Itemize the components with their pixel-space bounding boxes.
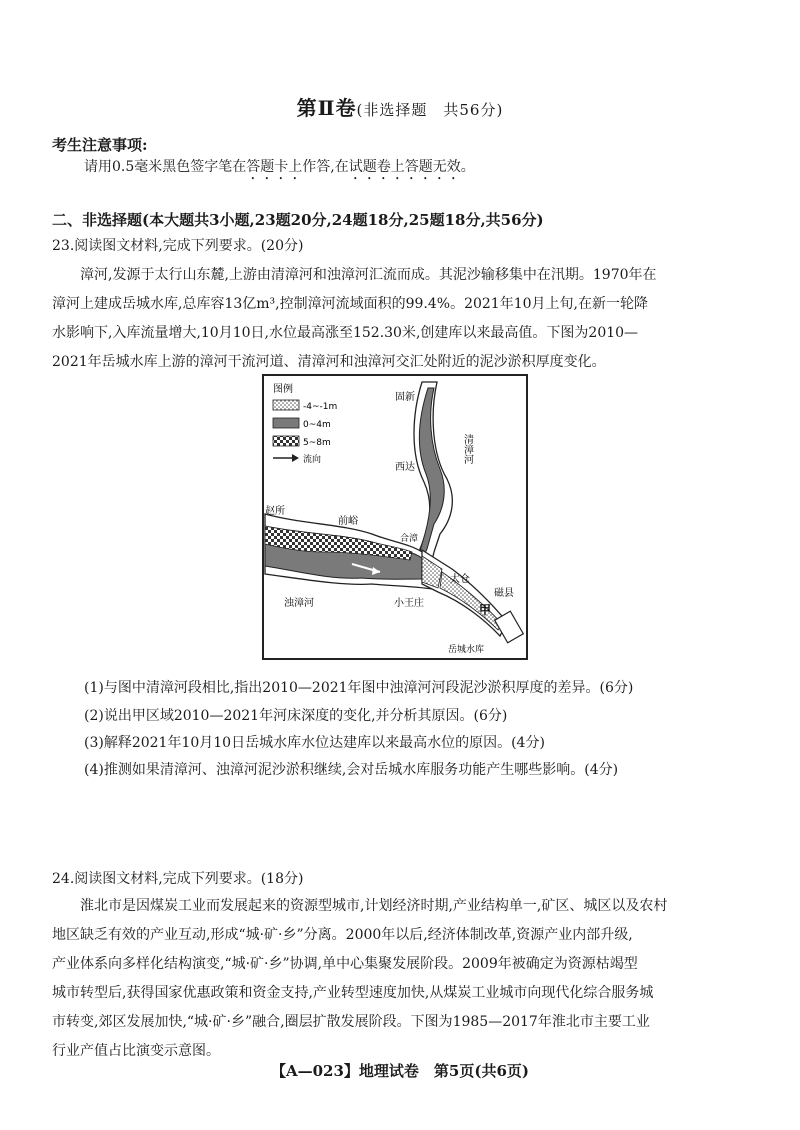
q24-title: 24.阅读图文材料,完成下列要求。(18分) bbox=[52, 871, 304, 887]
q24-line: 淮北市是因煤炭工业而发展起来的资源型城市,计划经济时期,产业结构单一,矿区、城区以及农村 bbox=[80, 898, 668, 914]
place-zhaosuo: 赵所 bbox=[265, 506, 285, 517]
q23-line: 2021年岳城水库上游的漳河干流河道、清漳河和浊漳河交汇处附近的泥沙淤积厚度变化。 bbox=[52, 354, 606, 370]
legend-title: 图例 bbox=[273, 384, 293, 395]
notice-body bbox=[84, 153, 475, 183]
legend-label-flow: 流向 bbox=[303, 455, 322, 465]
q24-line: 行业产值占比演变示意图。 bbox=[52, 1043, 220, 1059]
legend-swatch-5-8 bbox=[273, 436, 299, 446]
q24-line: 地区缺乏有效的产业互动,形成“城·矿·乡”分离。2000年以后,经济体制改革,资源产业内部升级, bbox=[52, 927, 633, 943]
notice-heading: 考生注意事项: bbox=[52, 136, 148, 154]
place-jia: 甲 bbox=[479, 603, 492, 617]
notice-emphasis-2: 试题卷上答题无效 bbox=[348, 159, 461, 175]
q24-line: 市转变,郊区发展加快,“城·矿·乡”融合,圈层扩散发展阶段。下图为1985—2017年淮北市主要工业 bbox=[52, 1014, 650, 1030]
title-sub: (非选择题 共56分) bbox=[356, 101, 504, 119]
place-yuecheng: 岳城水库 bbox=[448, 645, 485, 655]
q23-passage bbox=[52, 261, 752, 377]
legend-swatch-0-4 bbox=[273, 418, 299, 428]
title-main: 第Ⅱ卷 bbox=[296, 96, 357, 120]
place-zhuozhanghe: 浊漳河 bbox=[284, 598, 314, 609]
legend-swatch-neg bbox=[273, 400, 299, 410]
q23-line: 漳河上建成岳城水库,总库容13亿m³,控制漳河流域面积的99.4%。2021年10月上旬,在新一轮降 bbox=[52, 296, 648, 312]
place-qingzhanghe: 清漳河 bbox=[461, 434, 473, 464]
page-title bbox=[0, 92, 800, 121]
notice-text-2: 作答,在 bbox=[302, 159, 349, 175]
section-heading: 二、非选择题(本大题共3小题,23题20分,24题18分,25题18分,共56分) bbox=[52, 211, 544, 229]
q24-passage bbox=[52, 892, 752, 1066]
q23-sub-3: (3)解释2021年10月10日岳城水库水位达建库以来最高水位的原因。(4分) bbox=[84, 735, 545, 751]
q23-line: 漳河,发源于太行山东麓,上游由清漳河和浊漳河汇流而成。其泥沙输移集中在汛期。1970年在 bbox=[80, 267, 657, 283]
legend-label-5-8: 5~8m bbox=[303, 438, 331, 448]
q24-line: 城市转型后,获得国家优惠政策和资金支持,产业转型速度加快,从煤炭工业城市向现代化综合服务城 bbox=[52, 985, 654, 1001]
sediment-map bbox=[262, 374, 528, 660]
q23-sub-4: (4)推测如果清漳河、浊漳河泥沙淤积继续,会对岳城水库服务功能产生哪些影响。(4分) bbox=[84, 762, 619, 778]
place-hezhang: 合漳 bbox=[400, 534, 419, 544]
q23-sub-1: (1)与图中清漳河段相比,指出2010—2021年图中浊漳河河段泥沙淤积厚度的差异。(6分) bbox=[84, 680, 634, 696]
legend-label-neg: -4~-1m bbox=[303, 402, 338, 412]
q24-line: 产业体系向多样化结构演变,“城·矿·乡”协调,单中心集聚发展阶段。2009年被确定为资源枯竭型 bbox=[52, 956, 638, 972]
legend-label-0-4: 0~4m bbox=[303, 420, 331, 430]
place-cixian: 磁县 bbox=[494, 588, 514, 599]
notice-emphasis-1: 答题卡上 bbox=[246, 159, 303, 175]
page-footer: 【A—023】地理试卷 第5页(共6页) bbox=[270, 1062, 530, 1080]
place-guxin: 固新 bbox=[395, 392, 415, 403]
q23-sub-2: (2)说出甲区域2010—2021年河床深度的变化,并分析其原因。(6分) bbox=[84, 708, 508, 724]
notice-text-1: 请用0.5毫米黑色签字笔在 bbox=[84, 159, 247, 175]
place-taicang: 太仓 bbox=[450, 574, 470, 585]
q23-line: 水影响下,入库流量增大,10月10日,水位最高涨至152.30米,创建库以来最高值。下图为2010— bbox=[52, 325, 639, 341]
place-xiaowangzhuang: 小王庄 bbox=[394, 598, 424, 609]
q23-title: 23.阅读图文材料,完成下列要求。(20分) bbox=[52, 238, 304, 254]
place-xida: 西达 bbox=[395, 462, 415, 473]
notice-text-3: 。 bbox=[460, 159, 475, 175]
place-qianyu: 前峪 bbox=[338, 516, 358, 527]
